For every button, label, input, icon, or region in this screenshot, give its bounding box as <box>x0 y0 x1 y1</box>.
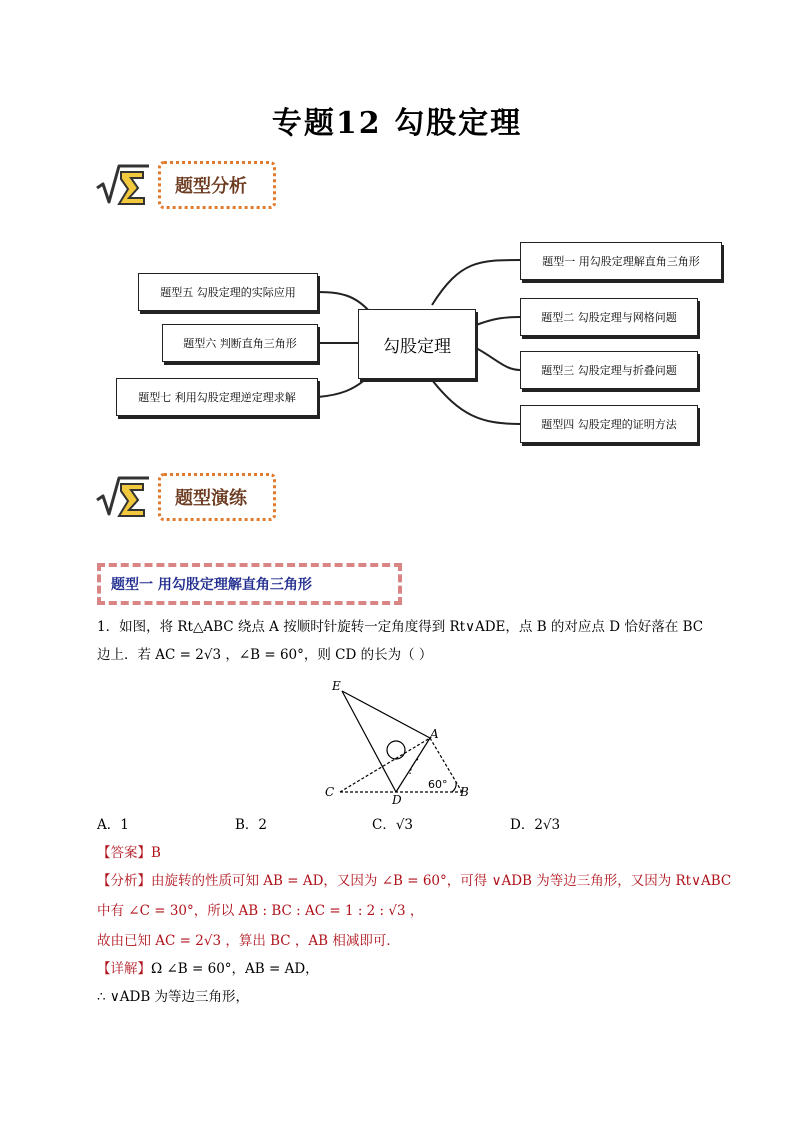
mindmap-type-3: 题型三 勾股定理与折叠问题 <box>520 351 698 389</box>
page-title: 专题12 勾股定理 <box>271 106 523 141</box>
label-E: E <box>332 679 341 693</box>
mindmap-type-4: 题型四 勾股定理的证明方法 <box>520 405 698 443</box>
mindmap-center: 勾股定理 <box>358 309 476 379</box>
analysis-line-1 <box>97 871 731 891</box>
mindmap-type-6: 题型六 判断直角三角形 <box>162 324 318 362</box>
sqrt-sigma-icon <box>95 162 151 208</box>
angle-label: 60° <box>428 778 448 791</box>
answer-value: B <box>151 845 161 861</box>
analysis-line-3: 故由已知 AC = 2√3 ，算出 BC ，AB 相减即可． <box>97 933 400 949</box>
answer-row <box>97 843 161 863</box>
sqrt-sigma-icon <box>95 474 151 520</box>
mindmap-type-7: 题型七 利用勾股定理逆定理求解 <box>116 378 318 416</box>
label-C: C <box>325 785 335 799</box>
label-B: B <box>460 785 469 799</box>
triangle-figure <box>320 676 480 806</box>
mindmap-type-2: 题型二 勾股定理与网格问题 <box>520 298 698 336</box>
analysis-text-1: 由旋转的性质可知 AB = AD，又因为 ∠B = 60°，可得 ∨ADB 为等边三角形，又因为 Rt∨ABC <box>151 873 732 889</box>
option-d: D．2√3 <box>510 817 561 833</box>
section-analysis-heading: 题型分析 <box>158 161 276 209</box>
analysis-label: 【分析】 <box>97 873 151 889</box>
option-c: C．√3 <box>372 817 414 833</box>
analysis-line-2: 中有 ∠C = 30°，所以 AB : BC : AC = 1 : 2 : √3 ， <box>97 903 424 919</box>
answer-label: 【答案】 <box>97 845 151 861</box>
question-type-header: 题型一 用勾股定理解直角三角形 <box>97 563 402 605</box>
section-practice-heading: 题型演练 <box>158 473 276 521</box>
question-line-2: 边上．若 AC = 2√3 ，∠B = 60°，则 CD 的长为（ ） <box>97 647 433 663</box>
mindmap-type-5: 题型五 勾股定理的实际应用 <box>138 273 318 311</box>
detail-line-2: ∴ ∨ADB 为等边三角形， <box>97 989 250 1005</box>
detail-line-1 <box>97 959 319 979</box>
detail-label: 【详解】 <box>97 961 151 977</box>
option-a: A．1 <box>97 817 129 833</box>
label-D: D <box>392 793 402 806</box>
option-b: B．2 <box>235 817 268 833</box>
detail-text-1: Ω ∠B = 60°，AB = AD， <box>151 961 319 977</box>
label-A: A <box>430 727 439 741</box>
mindmap-type-1: 题型一 用勾股定理解直角三角形 <box>520 242 722 280</box>
question-line-1: 1．如图，将 Rt△ABC 绕点 A 按顺时针旋转一定角度得到 Rt∨ADE，点 B 的对应点 D 恰好落在 BC <box>97 619 704 635</box>
